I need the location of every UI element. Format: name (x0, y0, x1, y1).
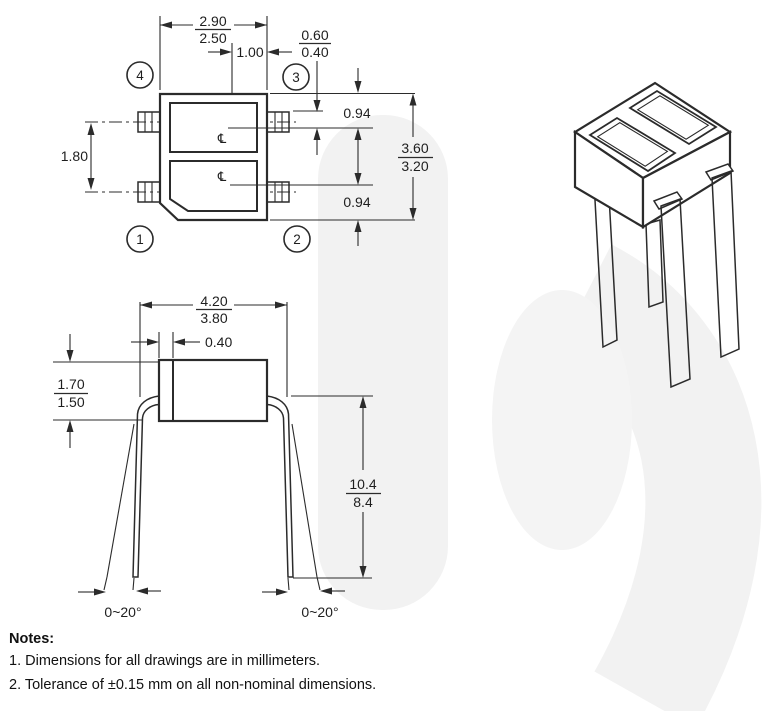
pin-balloon-3 (283, 64, 309, 90)
right-angle-line (292, 424, 317, 577)
dim-width-max: 2.90 (199, 13, 227, 29)
dim-height-min: 3.20 (401, 158, 429, 174)
left-lead-side (133, 396, 159, 577)
dimension-pin-pitch (61, 123, 95, 190)
dim-angle-left: 0~20° (104, 604, 142, 620)
dimension-center-to-edge (208, 44, 292, 60)
dim-lead-span-max: 4.20 (200, 293, 228, 309)
package-body-outline (160, 94, 267, 220)
dim-step: 0.40 (205, 334, 233, 350)
pin-balloon-1 (127, 226, 153, 252)
dimension-step (131, 332, 232, 358)
right-lead-side (267, 396, 293, 577)
pin-number-1: 1 (136, 232, 144, 247)
dim-pad-max: 0.60 (301, 27, 329, 43)
dim-lead-len-max: 10.4 (349, 476, 377, 492)
note-2: 2. Tolerance of ±0.15 mm on all non-nominal dimensions. (9, 677, 377, 693)
dim-angle-right: 0~20° (301, 604, 339, 620)
notes-title: Notes: (9, 631, 55, 647)
pin-number-3: 3 (292, 70, 300, 85)
iso-leg-front-right (712, 171, 739, 357)
dim-body-max: 1.70 (57, 376, 85, 392)
dim-center-to-edge: 1.00 (236, 44, 264, 60)
dimension-angle-right (262, 588, 345, 621)
pin-balloon-4 (127, 62, 153, 88)
pin-number-2: 2 (293, 232, 301, 247)
centerline-symbol-bottom: ℄ (217, 169, 227, 184)
left-angle-line (107, 424, 134, 577)
centerline-symbol-top: ℄ (217, 131, 227, 146)
dimension-angle-left (78, 588, 161, 621)
dim-height-max: 3.60 (401, 140, 429, 156)
dim-top-094: 0.94 (343, 105, 371, 121)
notes-block (9, 631, 459, 701)
side-body-outline (159, 360, 267, 421)
pin-number-4: 4 (136, 68, 144, 83)
dim-width-min: 2.50 (199, 30, 227, 46)
dim-lead-len-min: 8.4 (353, 494, 373, 510)
dim-bottom-094: 0.94 (343, 194, 371, 210)
dim-body-min: 1.50 (57, 394, 85, 410)
note-1: 1. Dimensions for all drawings are in millimeters. (9, 653, 321, 669)
dim-pin-pitch: 1.80 (60, 148, 88, 164)
dimension-pad-width (293, 27, 331, 155)
pin-balloon-2 (284, 226, 310, 252)
dim-pad-min: 0.40 (301, 44, 329, 60)
dim-lead-span-min: 3.80 (200, 310, 228, 326)
